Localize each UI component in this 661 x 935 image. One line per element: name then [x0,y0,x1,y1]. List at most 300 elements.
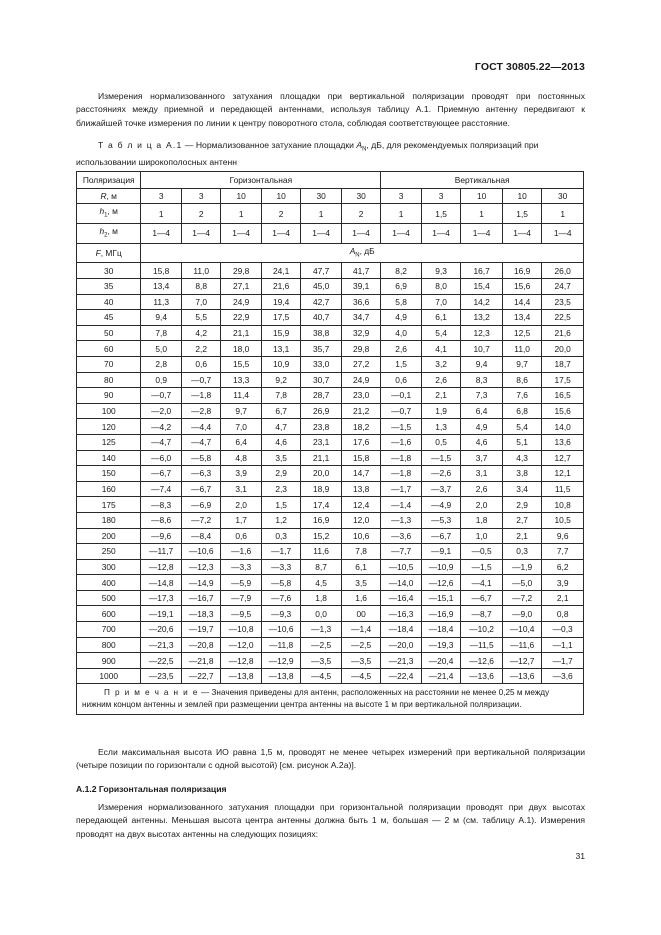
attenuation-cell: 6,1 [341,559,380,575]
frequency-cell: 180 [77,512,141,528]
frequency-cell: 500 [77,590,141,606]
attenuation-cell: —5,3 [421,512,460,528]
attenuation-cell: 14,2 [461,294,503,310]
h2-cell: 1—4 [542,224,584,244]
attenuation-cell: 7,7 [542,544,584,560]
frequency-cell: 600 [77,606,141,622]
an-label: $A_N$, дБ [141,243,584,263]
table-row [77,590,584,606]
attenuation-cell: —2,5 [341,637,380,653]
attenuation-cell: 2,1 [542,590,584,606]
attenuation-cell: 8,7 [301,559,342,575]
attenuation-cell: —3,3 [221,559,262,575]
attenuation-cell: 2,6 [461,481,503,497]
attenuation-cell: 10,5 [542,512,584,528]
attenuation-cell: 10,9 [261,356,300,372]
attenuation-cell: —1,5 [461,559,503,575]
frequency-cell: 70 [77,356,141,372]
table-row [77,606,584,622]
attenuation-cell: —12,6 [421,575,460,591]
attenuation-cell: 39,1 [341,279,380,295]
attenuation-cell: 1,5 [261,497,300,513]
attenuation-cell: 1,2 [261,512,300,528]
distance-cell: 3 [181,188,220,204]
attenuation-cell: 11,6 [301,544,342,560]
attenuation-cell: 17,5 [542,372,584,388]
frequency-cell: 300 [77,559,141,575]
attenuation-cell: 12,3 [461,325,503,341]
attenuation-cell: 1,0 [461,528,503,544]
table-row [77,419,584,435]
attenuation-cell: 10,6 [341,528,380,544]
attenuation-cell: —22,4 [381,668,422,684]
attenuation-cell: 24,9 [341,372,380,388]
attenuation-cell: 17,6 [341,434,380,450]
row-h1-label: $h_1$, м [77,204,141,224]
attenuation-cell: —10,9 [421,559,460,575]
attenuation-cell: —12,9 [261,653,300,669]
attenuation-cell: —9,6 [141,528,182,544]
attenuation-cell: 27,2 [341,356,380,372]
attenuation-cell: —7,9 [221,590,262,606]
h1-cell: 2 [181,204,220,224]
attenuation-cell: 8,3 [461,372,503,388]
attenuation-cell: —16,3 [381,606,422,622]
h1-cell: 1 [301,204,342,224]
attenuation-cell: 30,7 [301,372,342,388]
attenuation-cell: —1,4 [341,622,380,638]
attenuation-cell: 23,8 [301,419,342,435]
attenuation-cell: —16,9 [421,606,460,622]
attenuation-cell: 23,1 [301,434,342,450]
attenuation-cell: 0,6 [381,372,422,388]
attenuation-cell: —18,4 [421,622,460,638]
attenuation-cell: 16,5 [542,388,584,404]
frequency-cell: 900 [77,653,141,669]
attenuation-cell: 15,6 [542,403,584,419]
attenuation-cell: —7,4 [141,481,182,497]
attenuation-cell: 0,5 [421,434,460,450]
table-row [77,434,584,450]
attenuation-cell: —21,4 [421,668,460,684]
attenuation-cell: —1,1 [542,637,584,653]
attenuation-cell: —15,1 [421,590,460,606]
attenuation-cell: —3,5 [341,653,380,669]
table-row [77,372,584,388]
attenuation-cell: —13,6 [461,668,503,684]
attenuation-cell: 2,2 [181,341,220,357]
attenuation-cell: 6,4 [221,434,262,450]
attenuation-cell: 0,3 [502,544,541,560]
attenuation-cell: —6,7 [421,528,460,544]
group-horizontal: Горизонтальная [141,172,381,189]
frequency-cell: 150 [77,466,141,482]
frequency-cell: 50 [77,325,141,341]
attenuation-cell: 2,1 [502,528,541,544]
page-number: 31 [575,851,585,861]
attenuation-cell: —9,1 [421,544,460,560]
attenuation-cell: 3,1 [461,466,503,482]
attenuation-cell: —1,7 [261,544,300,560]
attenuation-cell: —3,6 [542,668,584,684]
attenuation-cell: —8,4 [181,528,220,544]
attenuation-cell: 2,7 [502,512,541,528]
attenuation-cell: 5,5 [181,310,220,326]
attenuation-cell: 2,6 [381,341,422,357]
table-row [77,403,584,419]
table-row [77,637,584,653]
h2-cell: 1—4 [502,224,541,244]
attenuation-cell: —7,2 [502,590,541,606]
distance-cell: 3 [381,188,422,204]
attenuation-cell: —1,6 [381,434,422,450]
attenuation-cell: 0,3 [261,528,300,544]
attenuation-cell: 1,6 [341,590,380,606]
frequency-cell: 100 [77,403,141,419]
attenuation-cell: 2,0 [461,497,503,513]
attenuation-cell: 2,9 [502,497,541,513]
attenuation-cell: 42,7 [301,294,342,310]
attenuation-cell: —1,8 [381,450,422,466]
attenuation-cell: 5,0 [141,341,182,357]
table-row [77,279,584,295]
distance-cell: 10 [502,188,541,204]
table-row [77,450,584,466]
attenuation-cell: —3,5 [301,653,342,669]
frequency-cell: 125 [77,434,141,450]
distance-cell: 3 [141,188,182,204]
attenuation-cell: —9,5 [221,606,262,622]
attenuation-cell: 1,9 [421,403,460,419]
attenuation-cell: 11,3 [141,294,182,310]
attenuation-cell: 13,4 [502,310,541,326]
attenuation-cell: 11,0 [502,341,541,357]
attenuation-cell: 35,7 [301,341,342,357]
h2-cell: 1—4 [301,224,342,244]
attenuation-cell: 13,6 [542,434,584,450]
h2-cell: 1—4 [141,224,182,244]
h2-cell: 1—4 [261,224,300,244]
attenuation-cell: 5,4 [502,419,541,435]
attenuation-cell: —10,6 [181,544,220,560]
attenuation-cell: 6,1 [421,310,460,326]
table-note-row [77,684,584,715]
table-row [77,575,584,591]
attenuation-cell: —20,0 [381,637,422,653]
attenuation-cell: —6,9 [181,497,220,513]
table-row [77,481,584,497]
frequency-cell: 175 [77,497,141,513]
attenuation-cell: 4,9 [381,310,422,326]
attenuation-cell: —2,0 [141,403,182,419]
attenuation-cell: —1,3 [381,512,422,528]
attenuation-cell: —0,7 [141,388,182,404]
attenuation-cell: —10,2 [461,622,503,638]
attenuation-cell: —22,5 [141,653,182,669]
attenuation-cell: 8,8 [181,279,220,295]
attenuation-cell: 7,8 [141,325,182,341]
attenuation-cell: —12,3 [181,559,220,575]
frequency-cell: 40 [77,294,141,310]
attenuation-cell: —19,3 [421,637,460,653]
attenuation-cell: 11,5 [542,481,584,497]
h1-cell: 1 [542,204,584,224]
h1-cell: 1 [221,204,262,224]
attenuation-cell: 4,9 [461,419,503,435]
attenuation-cell: 7,8 [261,388,300,404]
attenuation-cell: —4,2 [141,419,182,435]
attenuation-cell: 4,5 [301,575,342,591]
attenuation-cell: 13,3 [221,372,262,388]
note-label: П р и м е ч а н и е [104,688,199,698]
frequency-cell: 30 [77,263,141,279]
attenuation-cell: 9,7 [221,403,262,419]
attenuation-cell: —2,5 [301,637,342,653]
attenuation-cell: 3,7 [461,450,503,466]
attenuation-cell: 5,1 [502,434,541,450]
attenuation-cell: —6,3 [181,466,220,482]
attenuation-cell: 14,4 [502,294,541,310]
table-row [77,466,584,482]
attenuation-cell: —3,3 [261,559,300,575]
attenuation-cell: 8,0 [421,279,460,295]
attenuation-cell: 6,7 [261,403,300,419]
attenuation-cell: 5,8 [381,294,422,310]
attenuation-cell: —23,5 [141,668,182,684]
attenuation-cell: 3,9 [542,575,584,591]
col-polarization: Поляризация [77,172,141,189]
h2-cell: 1—4 [341,224,380,244]
h1-cell: 2 [261,204,300,224]
table-row [77,325,584,341]
attenuation-cell: 36,6 [341,294,380,310]
attenuation-cell: —1,7 [381,481,422,497]
attenuation-cell: 21,1 [301,450,342,466]
attenuation-cell: —21,8 [181,653,220,669]
frequency-cell: 250 [77,544,141,560]
attenuation-cell: 8,2 [381,263,422,279]
row-h1 [77,204,584,224]
attenuation-cell: —10,6 [261,622,300,638]
attenuation-cell: —11,5 [461,637,503,653]
distance-cell: 10 [461,188,503,204]
attenuation-cell: 32,9 [341,325,380,341]
attenuation-cell: 1,5 [381,356,422,372]
attenuation-cell: 9,2 [261,372,300,388]
attenuation-cell: —0,1 [381,388,422,404]
attenuation-cell: —1,7 [542,653,584,669]
table-row [77,388,584,404]
table-caption-label: Т а б л и ц а А.1 [98,140,183,150]
attenuation-cell: —18,3 [181,606,220,622]
table-row [77,653,584,669]
attenuation-cell: 45,0 [301,279,342,295]
table-row [77,559,584,575]
attenuation-cell: —18,4 [381,622,422,638]
attenuation-cell: —3,7 [421,481,460,497]
attenuation-cell: 15,9 [261,325,300,341]
attenuation-cell: 12,0 [341,512,380,528]
attenuation-cell: —1,8 [381,466,422,482]
attenuation-cell: —21,3 [381,653,422,669]
attenuation-cell: —20,4 [421,653,460,669]
attenuation-cell: 13,8 [341,481,380,497]
attenuation-cell: 17,4 [301,497,342,513]
attenuation-cell: —12,0 [221,637,262,653]
attenuation-cell: —5,0 [502,575,541,591]
attenuation-cell: —7,2 [181,512,220,528]
attenuation-cell: —0,3 [542,622,584,638]
table-row [77,668,584,684]
attenuation-cell: 27,1 [221,279,262,295]
frequency-cell: 1000 [77,668,141,684]
attenuation-cell: —11,7 [141,544,182,560]
attenuation-cell: 12,7 [542,450,584,466]
attenuation-cell: 16,7 [461,263,503,279]
h2-cell: 1—4 [381,224,422,244]
attenuation-cell: 21,6 [261,279,300,295]
attenuation-cell: 13,2 [461,310,503,326]
attenuation-cell: —9,0 [502,606,541,622]
table-row [77,310,584,326]
note-text: — Значения приведены для антенн, расположенных на расстоянии не менее 0,25 м между нижним концом антенны и землей при размещении центра антенны на высоте 1 м при вертикальной поляризации. [82,688,550,710]
attenuation-cell: 2,0 [221,497,262,513]
attenuation-cell: 40,7 [301,310,342,326]
h1-cell: 1 [461,204,503,224]
attenuation-cell: 1,7 [221,512,262,528]
attenuation-cell: 12,1 [542,466,584,482]
attenuation-cell: 2,1 [421,388,460,404]
attenuation-table [76,171,584,715]
attenuation-cell: —10,8 [221,622,262,638]
attenuation-cell: 12,4 [341,497,380,513]
attenuation-cell: 4,3 [502,450,541,466]
attenuation-cell: 7,0 [181,294,220,310]
attenuation-cell: 8,6 [502,372,541,388]
attenuation-cell: 21,2 [341,403,380,419]
frequency-cell: 60 [77,341,141,357]
attenuation-cell: 6,4 [461,403,503,419]
attenuation-cell: —12,8 [141,559,182,575]
attenuation-cell: 4,2 [181,325,220,341]
attenuation-cell: —5,9 [221,575,262,591]
attenuation-cell: 18,9 [301,481,342,497]
attenuation-cell: —1,5 [381,419,422,435]
attenuation-cell: 17,5 [261,310,300,326]
attenuation-cell: —4,1 [461,575,503,591]
attenuation-cell: 26,0 [542,263,584,279]
attenuation-cell: —20,6 [141,622,182,638]
attenuation-cell: —2,8 [181,403,220,419]
attenuation-cell: 15,5 [221,356,262,372]
attenuation-cell: 1,8 [301,590,342,606]
group-vertical: Вертикальная [381,172,584,189]
h1-cell: 2 [341,204,380,224]
frequency-cell: 90 [77,388,141,404]
attenuation-cell: —14,9 [181,575,220,591]
table-row [77,356,584,372]
attenuation-cell: 11,4 [221,388,262,404]
attenuation-cell: 16,9 [301,512,342,528]
attenuation-cell: 47,7 [301,263,342,279]
paragraph-vertical-height: Если максимальная высота ИО равна 1,5 м, проводят не менее четырех измерений при вертикальной поляризации (четыре позиции по горизонтали с одной высотой) [см. рисунок А.2а)]. [76,747,585,771]
attenuation-cell: 41,7 [341,263,380,279]
frequency-label: F, МГц [77,243,141,263]
attenuation-cell: 14,7 [341,466,380,482]
attenuation-cell: 0,8 [542,606,584,622]
attenuation-cell: 4,7 [261,419,300,435]
attenuation-cell: —1,4 [381,497,422,513]
attenuation-cell: 4,6 [461,434,503,450]
attenuation-cell: —0,7 [381,403,422,419]
attenuation-cell: 15,8 [341,450,380,466]
attenuation-cell: 15,4 [461,279,503,295]
attenuation-cell: 15,6 [502,279,541,295]
attenuation-cell: —3,6 [381,528,422,544]
paragraph-vertical-measurements: Измерения нормализованного затухания площадки при вертикальной поляризации проводят при постоянных расстояниях между приемной и передающей антеннами, используя таблицу А.1. Приемную антенну передвигают к ближайшей точке измерения по линии к центру поворотного стола, соблюдая соответствующее расстояние. [76,91,585,128]
attenuation-cell: 7,6 [502,388,541,404]
attenuation-cell: 6,8 [502,403,541,419]
attenuation-cell: 3,5 [341,575,380,591]
section-heading: А.1.2 Горизонтальная поляризация [76,784,227,794]
attenuation-cell: —16,4 [381,590,422,606]
attenuation-cell: —1,6 [221,544,262,560]
attenuation-cell: —4,7 [141,434,182,450]
attenuation-cell: 00 [341,606,380,622]
h2-cell: 1—4 [461,224,503,244]
attenuation-cell: —1,9 [502,559,541,575]
attenuation-cell: —6,7 [141,466,182,482]
attenuation-cell: —21,3 [141,637,182,653]
attenuation-cell: —4,5 [301,668,342,684]
attenuation-cell: 0,6 [221,528,262,544]
attenuation-cell: 14,0 [542,419,584,435]
table-row [77,497,584,513]
attenuation-cell: 10,7 [461,341,503,357]
h2-cell: 1—4 [421,224,460,244]
attenuation-cell: —0,5 [461,544,503,560]
h1-cell: 1,5 [421,204,460,224]
attenuation-cell: —1,8 [181,388,220,404]
attenuation-cell: —4,7 [181,434,220,450]
table-row [77,544,584,560]
table-row [77,528,584,544]
attenuation-cell: 20,0 [542,341,584,357]
attenuation-cell: —1,5 [421,450,460,466]
attenuation-cell: —12,8 [221,653,262,669]
attenuation-cell: 9,6 [542,528,584,544]
attenuation-cell: 11,0 [181,263,220,279]
distance-cell: 10 [221,188,262,204]
attenuation-cell: 1,8 [461,512,503,528]
attenuation-cell: 19,4 [261,294,300,310]
attenuation-cell: 4,8 [221,450,262,466]
distance-cell: 30 [301,188,342,204]
attenuation-cell: —11,6 [502,637,541,653]
attenuation-cell: —12,7 [502,653,541,669]
attenuation-cell: 33,0 [301,356,342,372]
row-frequency-header [77,243,584,263]
attenuation-cell: —7,7 [381,544,422,560]
attenuation-cell: 3,4 [502,481,541,497]
attenuation-cell: 0,0 [301,606,342,622]
attenuation-cell: 1,3 [421,419,460,435]
attenuation-cell: 22,5 [542,310,584,326]
attenuation-cell: 7,0 [221,419,262,435]
attenuation-cell: 20,0 [301,466,342,482]
frequency-cell: 700 [77,622,141,638]
attenuation-cell: 2,6 [421,372,460,388]
